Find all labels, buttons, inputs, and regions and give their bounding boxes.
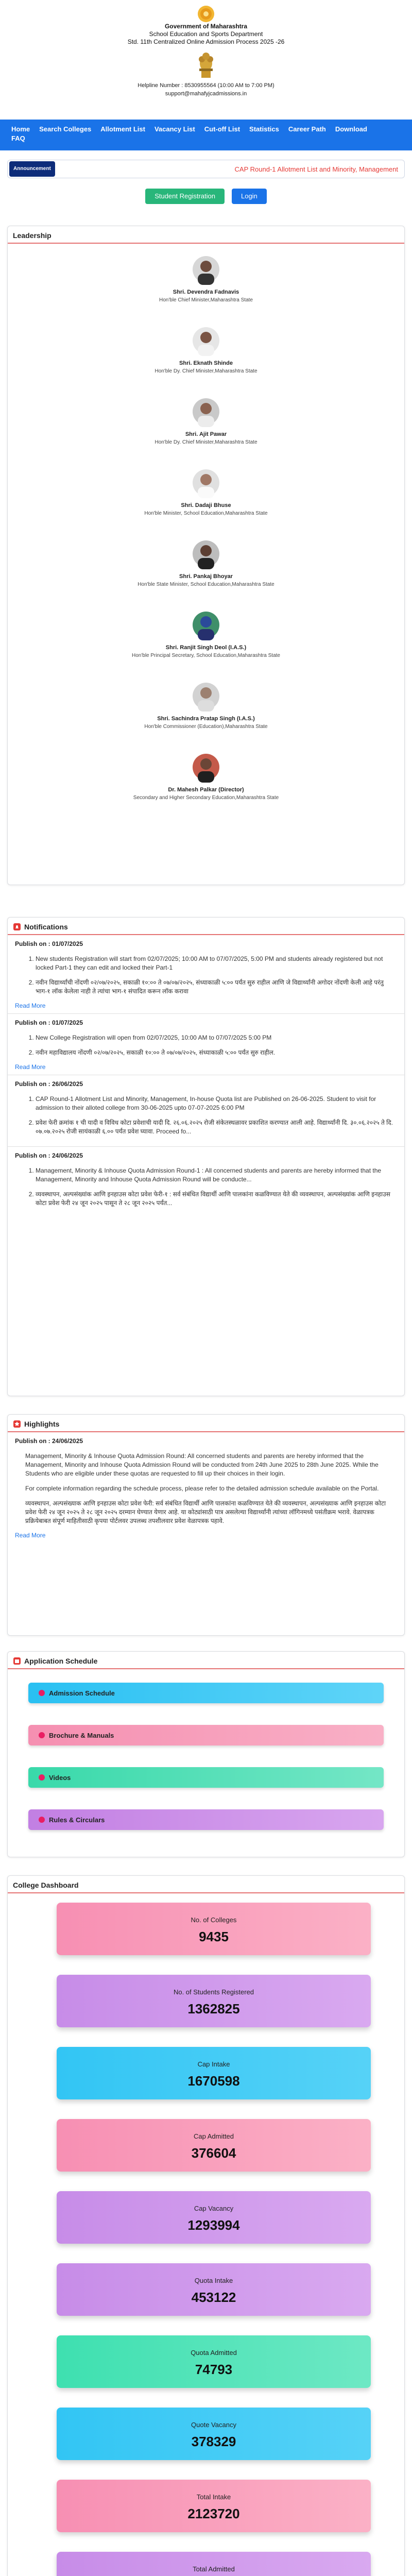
calendar-icon xyxy=(13,1657,21,1665)
leader-role: Hon'ble Minister, School Education,Maharashtra State xyxy=(144,511,268,516)
star-icon xyxy=(13,1420,21,1428)
highlight-line: Management, Minority & Inhouse Quota Admission Round: All concerned students and parents are hereby informed that the Management, Minority and Inhouse Quota Admission Round will be conducted from 24th June 2025 to 28th June 2025. While the Students who are eligible under these quotas are requested to fill up their choices in their login. xyxy=(25,1452,379,1477)
rules-circulars-tile[interactable] xyxy=(28,1809,384,1830)
highlights-section xyxy=(7,1414,405,1636)
auth-buttons xyxy=(0,189,412,204)
announcement-badge: Announcement xyxy=(9,161,55,177)
read-more-link[interactable]: Read More xyxy=(15,1002,46,1009)
dash-label: Quota Intake xyxy=(194,2277,233,2284)
leader-role: Hon'ble Commissioner (Education),Maharashtra State xyxy=(144,724,268,730)
leader-card xyxy=(8,248,404,319)
leader-photo xyxy=(193,467,219,498)
leader-name: Shri. Sachindra Pratap Singh (I.A.S.) xyxy=(157,716,255,722)
site-header xyxy=(0,0,412,111)
dash-value: 1293994 xyxy=(187,2217,240,2233)
tile-label: Admission Schedule xyxy=(49,1689,115,1697)
dot-icon xyxy=(39,1732,45,1738)
nav-career-path[interactable]: Career Path xyxy=(288,125,326,133)
leader-name: Shri. Pankaj Bhoyar xyxy=(179,573,233,580)
nav-allotment-list[interactable]: Allotment List xyxy=(100,125,145,133)
dash-label: Cap Admitted xyxy=(193,2132,234,2140)
dashboard-card-quota-intake xyxy=(57,2263,371,2316)
leader-card xyxy=(8,461,404,532)
notifications-header xyxy=(8,918,404,935)
tile-label: Brochure & Manuals xyxy=(49,1731,114,1739)
leader-role: Hon'ble Dy. Chief Minister,Maharashtra State xyxy=(154,439,258,445)
dash-value: 2123720 xyxy=(187,2506,240,2521)
dash-value: 453122 xyxy=(191,2290,236,2305)
dash-label: Quote Vacancy xyxy=(191,2421,236,2429)
admission-schedule-tile[interactable] xyxy=(28,1683,384,1703)
dash-label: Cap Intake xyxy=(197,2060,230,2068)
leader-photo xyxy=(193,538,219,569)
leader-card xyxy=(8,603,404,674)
college-dashboard-section xyxy=(7,1875,405,2576)
leader-name: Shri. Eknath Shinde xyxy=(179,360,233,366)
notification-line: 1. New College Registration will open from 02/07/2025, 10:00 AM to 07/07/2025 5:00 PM xyxy=(36,1033,397,1042)
dashboard-card-total-admitted xyxy=(57,2552,371,2576)
dash-label: Cap Vacancy xyxy=(194,2205,234,2212)
notifications-section xyxy=(7,917,405,1396)
leadership-title xyxy=(8,226,404,244)
schedule-header xyxy=(8,1652,404,1669)
brochure-manuals-tile[interactable] xyxy=(28,1725,384,1745)
dot-icon xyxy=(39,1774,45,1781)
notification-date: Publish on : 01/07/2025 xyxy=(15,940,83,947)
notification-item xyxy=(8,1014,404,1075)
dashboard-card-colleges xyxy=(57,1903,371,1955)
leader-name: Shri. Ranjit Singh Deol (I.A.S.) xyxy=(165,645,247,651)
dot-icon xyxy=(39,1817,45,1823)
highlight-line: व्यवस्थापन, अल्पसंख्याक आणि इनहाउस कोटा प्रवेश फेरी: सर्व संबंधित विद्यार्थी आणि पालकांना कळविण्यात येते की व्यवस्थापन, अल्पसंख्याक आणि इनहाउस कोटा प्रवेश फेरी २४ जून २०२५ ते २८ जून २०२५ दरम्यान घेण्यात येणार आहे. या कोट्यांसाठी पात्र असलेल्या विद्यार्थ्यांनी त्यांच्या लॉगिनमध्ये पसंतीक्रम भरावे. वेळापत्रक प्रक्रियेबाबत संपूर्ण माहितीसाठी कृपया पोर्टलवर उपलब्ध तपशीलवार प्रवेश वेळापत्रक पहावे. xyxy=(25,1500,386,1524)
notification-date: Publish on : 26/06/2025 xyxy=(15,1080,83,1088)
maharashtra-seal-logo xyxy=(0,5,412,23)
notification-date: Publish on : 24/06/2025 xyxy=(15,1152,83,1159)
leader-card xyxy=(8,390,404,461)
notification-item xyxy=(8,935,404,1014)
dash-value: 1362825 xyxy=(187,2001,240,2016)
bell-icon xyxy=(13,923,21,931)
nav-download[interactable]: Download xyxy=(335,125,367,133)
dash-label: Quota Admitted xyxy=(191,2349,237,2357)
highlights-header xyxy=(8,1415,404,1432)
process-title: Std. 11th Centralized Online Admission Process 2025 -26 xyxy=(127,38,285,45)
dash-label: No. of Students Registered xyxy=(173,1988,254,1996)
support-email[interactable]: support@mahafyjcadmissions.in xyxy=(165,91,247,97)
nav-search-colleges[interactable]: Search Colleges xyxy=(39,125,92,133)
notification-line: 1. New students Registration will start from 02/07/2025; 10:00 AM to 07/07/2025, 5:00 PM and students already registered but not locked Part-1 they can edit and locked their Part-1 xyxy=(36,955,397,972)
nav-faq[interactable]: FAQ xyxy=(11,134,25,142)
dashboard-card-cap-intake xyxy=(57,2047,371,2099)
notification-line: 2. प्रवेश फेरी क्रमांक १ ची यादी व विविध कोटा प्रवेशाची यादी दि. २६.०६.२०२५ रोजी संकेतस्थळावर प्रकाशित करण्यात आली आहे. विद्यार्थ्यांनी दि. ३०.०६.२०२५ ते दि. ०७.०७.२०२५ रोजी सायंकाळी ६.०० पर्यंत प्रवेश घ्यावा. Proceed fo... xyxy=(36,1118,397,1136)
leader-photo xyxy=(193,752,219,783)
schedule-title: Application Schedule xyxy=(24,1657,98,1665)
notification-line: 2. व्यवस्थापन, अल्पसंख्यांक आणि इनहाउस कोटा प्रवेश फेरी-१ : सर्व संबंधित विद्यार्थी आणि पालकांना कळविण्यात येते की व्यवस्थापन, अल्पसंख्यांक आणि इनहाउस कोटा प्रवेश फेरी २४ जून २०२५ पासून ते २८ जून २०२५ पर्यंत... xyxy=(36,1190,397,1208)
highlight-item xyxy=(8,1432,404,1543)
dashboard-card-quota-admitted xyxy=(57,2335,371,2388)
gov-name: Government of Maharashtra xyxy=(164,23,248,30)
notification-date: Publish on : 01/07/2025 xyxy=(15,1019,83,1026)
leader-name: Shri. Ajit Pawar xyxy=(185,431,227,437)
notification-line: 1. Management, Minority & Inhouse Quota Admission Round-1 : All concerned students and parents are hereby informed that the Management, Minority and Inhouse Quota Admission Round will be conducte... xyxy=(36,1166,397,1184)
department-name: School Education and Sports Department xyxy=(149,30,263,38)
notifications-title: Notifications xyxy=(24,923,68,931)
nav-cutoff-list[interactable]: Cut-off List xyxy=(204,125,241,133)
read-more-link[interactable]: Read More xyxy=(15,1063,46,1071)
nav-vacancy-list[interactable]: Vacancy List xyxy=(154,125,195,133)
announcement-bar xyxy=(7,160,405,178)
leader-photo xyxy=(193,681,219,711)
notification-line: 1. CAP Round-1 Allotment List and Minority, Management, In-house Quota list are Published on 26-06-2025. Student to visit for admission to their alloted college from 30-06-2025 upto 07-07-2025 6:00 PM xyxy=(36,1095,397,1112)
dashboard-header xyxy=(8,1876,404,1893)
dashboard-card-quota-vacancy xyxy=(57,2408,371,2460)
leader-role: Secondary and Higher Secondary Education,Maharashtra State xyxy=(133,795,279,801)
leader-role: Hon'ble Principal Secretary, School Education,Maharashtra State xyxy=(132,653,280,658)
dash-value: 74793 xyxy=(195,2362,233,2377)
highlight-line: For complete information regarding the schedule process, please refer to the detailed admission schedule available on the Portal. xyxy=(25,1485,379,1492)
national-emblem-logo xyxy=(0,49,412,80)
dashboard-card-cap-admitted xyxy=(57,2119,371,2172)
dot-icon xyxy=(39,1690,45,1696)
dashboard-card-students xyxy=(57,1975,371,2027)
dash-value: 9435 xyxy=(199,1929,229,1944)
leader-photo xyxy=(193,325,219,356)
notification-line: 2. नवीन महाविद्यालय नोंदणी ०२/०७/२०२५, सकाळी १०:०० ते ०७/०७/२०२५, संध्याकाळी ५:०० पर्यंत सुरु राहील. xyxy=(36,1048,397,1057)
dashboard-title: College Dashboard xyxy=(13,1881,79,1889)
dash-value: 376604 xyxy=(191,2145,236,2161)
leader-photo xyxy=(193,609,219,640)
leader-card xyxy=(8,745,404,817)
leader-card xyxy=(8,319,404,390)
dashboard-card-cap-vacancy xyxy=(57,2191,371,2244)
dashboard-card-total-intake xyxy=(57,2480,371,2532)
dash-value: 378329 xyxy=(191,2434,236,2449)
dash-value: 1670598 xyxy=(187,2073,240,2089)
leadership-title-text: Leadership xyxy=(13,231,52,240)
tile-label: Rules & Circulars xyxy=(49,1816,105,1824)
announcement-text[interactable]: CAP Round-1 Allotment List and Minority, Management xyxy=(234,165,398,173)
tile-label: Videos xyxy=(49,1773,71,1782)
leadership-section xyxy=(7,226,405,885)
leader-role: Hon'ble Chief Minister,Maharashtra State xyxy=(159,297,253,303)
nav-statistics[interactable]: Statistics xyxy=(249,125,279,133)
dash-label: Total Intake xyxy=(196,2493,231,2501)
highlight-date: Publish on : 24/06/2025 xyxy=(15,1437,83,1445)
helpline-number: Helpline Number : 8530955564 (10:00 AM to 7:00 PM) xyxy=(138,82,274,89)
leader-photo xyxy=(193,396,219,427)
dash-label: Total Admitted xyxy=(193,2565,235,2573)
dash-label: No. of Colleges xyxy=(191,1916,237,1924)
leader-name: Dr. Mahesh Palkar (Director) xyxy=(168,787,244,793)
student-registration-button[interactable]: Student Registration xyxy=(145,189,225,204)
highlights-title: Highlights xyxy=(24,1420,60,1428)
leader-card xyxy=(8,532,404,603)
nav-home[interactable]: Home xyxy=(11,125,30,133)
notification-item xyxy=(8,1147,404,1218)
notification-item xyxy=(8,1075,404,1147)
notification-line: 2. नवीन विद्यार्थ्यांची नोंदणी ०२/०७/२०२५, सकाळी १०:०० ते ०७/०७/२०२५, संध्याकाळी ५:०० पर्यंत सुरु राहील आणि जे विद्यार्थ्यांनी अगोदर नोंदणी केली आहे परंतु भाग-१ लॉक केलेला नाही ते त्यांचा भाग-१ संपादित करून लॉक करावा xyxy=(36,978,397,996)
login-button[interactable]: Login xyxy=(232,189,267,204)
leader-name: Shri. Devendra Fadnavis xyxy=(173,289,239,295)
leader-role: Hon'ble State Minister, School Education,Maharashtra State xyxy=(138,582,274,587)
application-schedule-section xyxy=(7,1651,405,1857)
leader-photo xyxy=(193,254,219,285)
videos-tile[interactable] xyxy=(28,1767,384,1788)
leader-card xyxy=(8,674,404,745)
main-navbar xyxy=(0,120,412,150)
leader-name: Shri. Dadaji Bhuse xyxy=(181,502,231,509)
read-more-link[interactable]: Read More xyxy=(15,1532,46,1539)
leader-role: Hon'ble Dy. Chief Minister,Maharashtra State xyxy=(154,368,258,374)
